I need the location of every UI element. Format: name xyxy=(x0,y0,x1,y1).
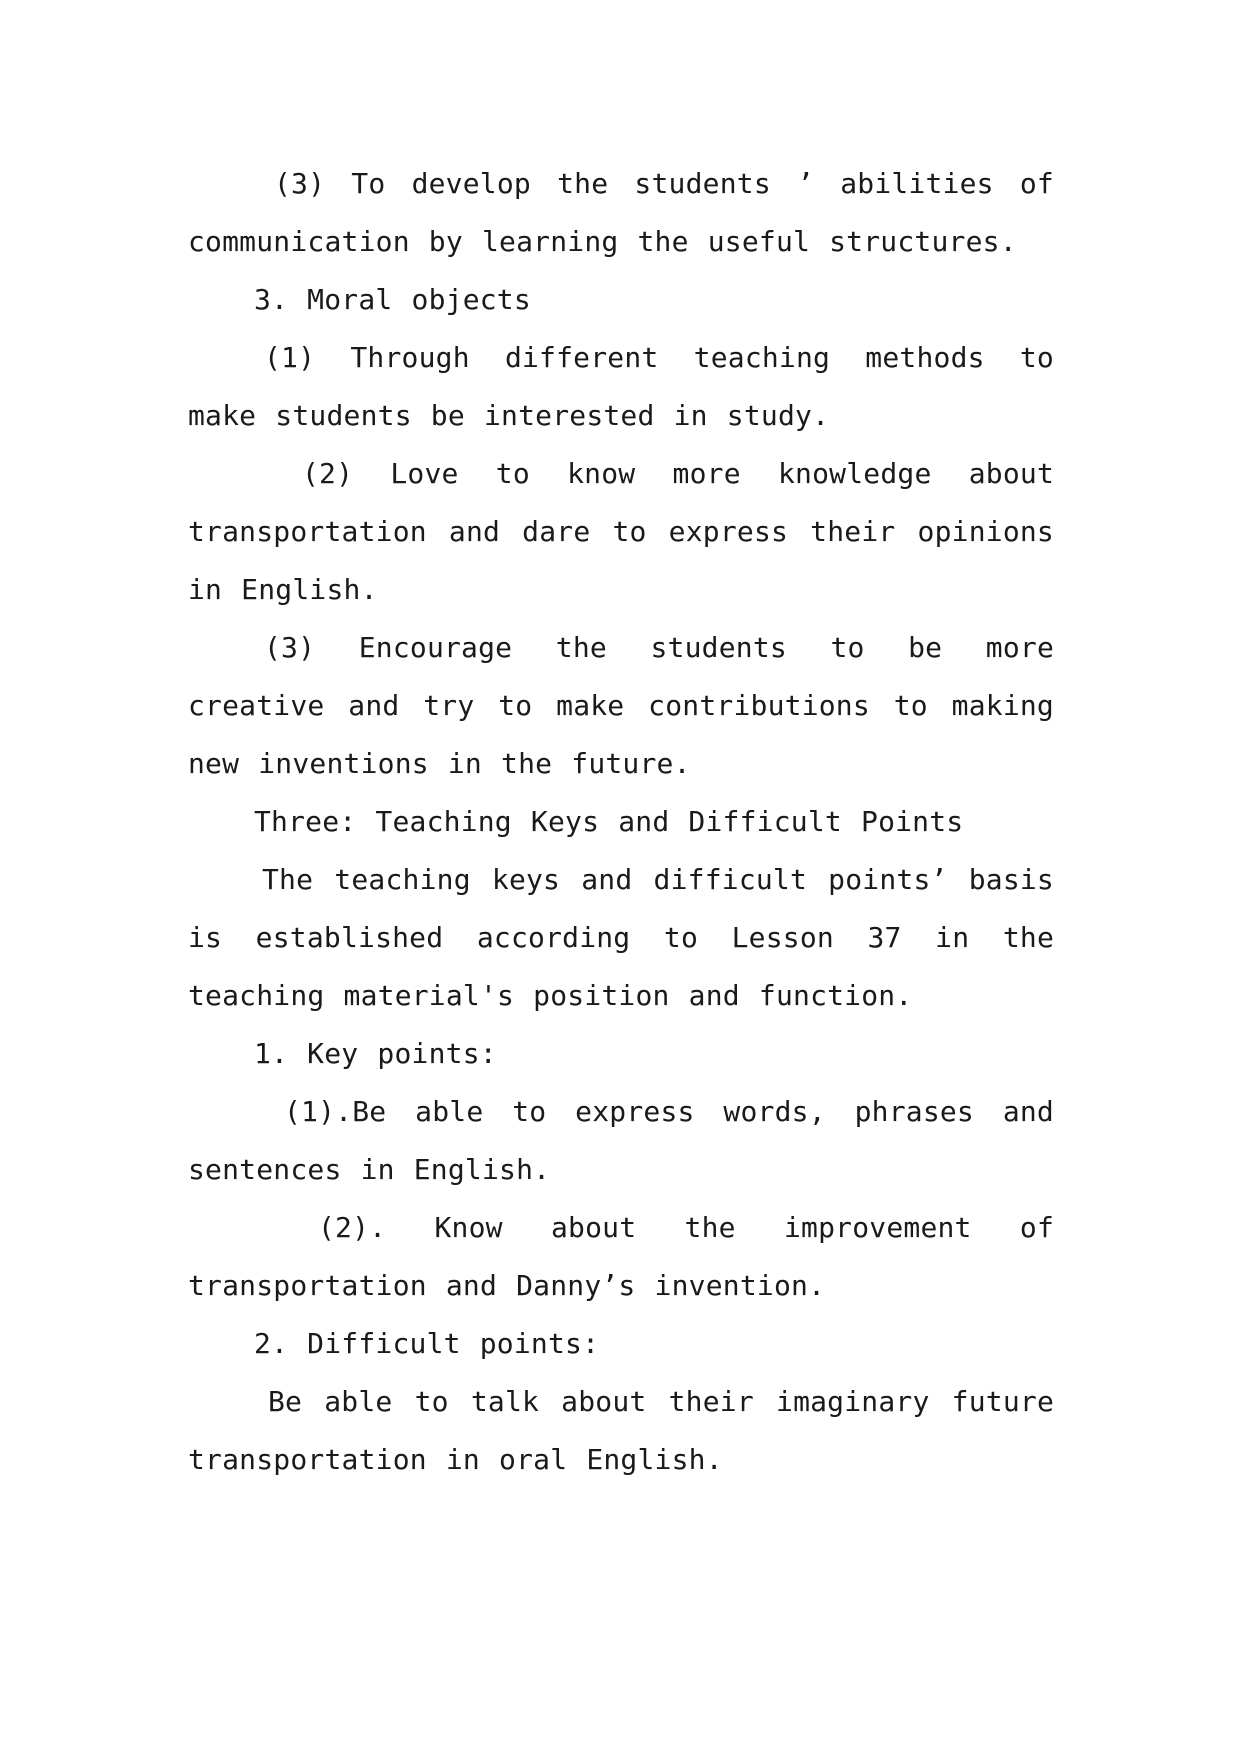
paragraph-moral-objective-1: (1) Through different teaching methods to make students be interested in study. xyxy=(188,341,1054,432)
paragraph-language-objective-3: (3) To develop the students ’ abilities of communication by learning the useful structures. xyxy=(188,167,1054,258)
paragraph-key-point-2: (2). Know about the improvement of transportation and Danny’s invention. xyxy=(188,1211,1054,1302)
heading-difficult-points: 2. Difficult points: xyxy=(254,1327,600,1360)
paragraph-moral-objective-3: (3) Encourage the students to be more creative and try to make contributions to making new inventions in the future. xyxy=(188,631,1054,780)
document-body xyxy=(188,155,1054,1489)
heading-key-points: 1. Key points: xyxy=(254,1037,497,1070)
paragraph-teaching-keys-basis: The teaching keys and difficult points’ basis is established according to Lesson 37 in the teaching material's position and function. xyxy=(188,863,1054,1012)
heading-teaching-keys: Three: Teaching Keys and Difficult Points xyxy=(254,805,964,838)
paragraph-key-point-1: (1).Be able to express words, phrases and sentences in English. xyxy=(188,1095,1054,1186)
heading-moral-objects: 3. Moral objects xyxy=(254,283,531,316)
paragraph-difficult-point: Be able to talk about their imaginary future transportation in oral English. xyxy=(188,1385,1054,1476)
paragraph-moral-objective-2: (2) Love to know more knowledge about transportation and dare to express their opinions in English. xyxy=(188,457,1054,606)
